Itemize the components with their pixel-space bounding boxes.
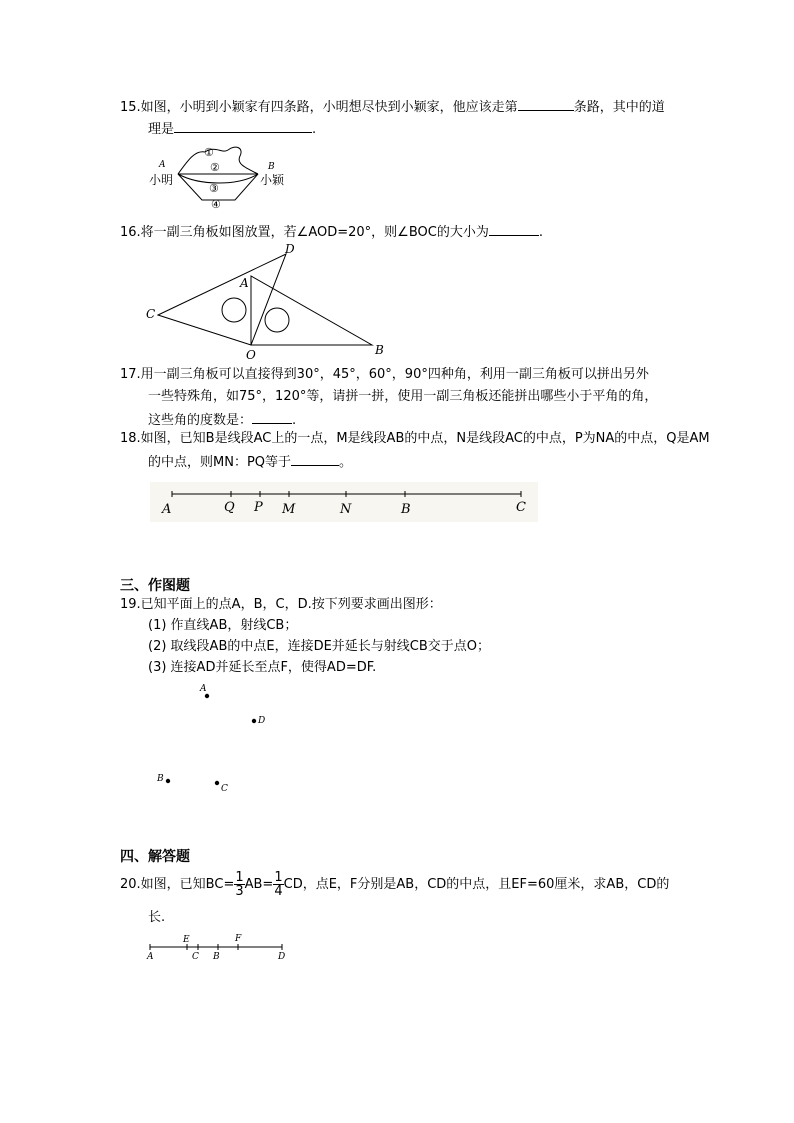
q19-label-d: D <box>258 716 266 726</box>
q15-line1 <box>120 98 665 116</box>
q15-route-4-label: ④ <box>211 198 221 211</box>
q20-fraction-2 <box>273 871 283 898</box>
q20-label-d: D <box>278 952 286 962</box>
q18-line2 <box>148 453 352 471</box>
q19-dot-a <box>205 694 209 698</box>
set-square-2-hole <box>265 308 289 332</box>
q19-label-a: A <box>200 684 207 694</box>
q19-dot-d <box>252 719 256 723</box>
q20-label-f: F <box>235 934 242 944</box>
q16-point-b: B <box>375 343 384 357</box>
q18-point-b: B <box>401 502 411 517</box>
section-4-heading: 四、解答题 <box>120 849 190 865</box>
q20-text-pre: 20.如图，已知BC= <box>120 877 235 892</box>
q18-text-a: 的中点，则MN：PQ等于 <box>148 455 292 470</box>
q19-label-b: B <box>157 774 164 784</box>
q18-point-c: C <box>516 500 526 515</box>
q15-text-b: 条路，其中的道 <box>573 100 665 115</box>
q20-label-a: A <box>147 952 154 962</box>
q15-text-a: 15.如图，小明到小颖家有四条路，小明想尽快到小颖家，他应该走第 <box>120 100 518 115</box>
q16-point-c: C <box>146 307 156 321</box>
q17-answer-blank[interactable] <box>252 411 292 424</box>
q16-text-a: 16.将一副三角板如图放置，若∠AOD=20°，则∠BOC的大小为 <box>120 225 489 240</box>
q19-step-1: (1) 作直线AB，射线CB； <box>148 618 298 633</box>
q15-answer-blank-2[interactable] <box>174 120 312 133</box>
q19-dot-b <box>166 779 170 783</box>
q15-answer-blank-1[interactable] <box>518 98 574 111</box>
q20-fraction-1 <box>234 871 244 898</box>
q16-point-d: D <box>285 242 295 256</box>
q15-route-3-label: ③ <box>209 182 219 195</box>
q19-line1: 19.已知平面上的点A，B，C，D.按下列要求画出图形： <box>120 597 442 612</box>
q19-step-3: (3) 连接AD并延长至点F，使得AD=DF. <box>148 660 377 675</box>
q18-line1: 18.如图，已知B是线段AC上的一点，M是线段AB的中点，N是线段AC的中点，P为NA的中点，Q是AM <box>120 431 710 446</box>
q15-label-xiaoying: 小颖 <box>260 173 285 187</box>
q15-text-d: . <box>312 122 317 137</box>
q20-line1 <box>120 870 669 900</box>
q20-fraction-1-denominator: 3 <box>235 884 244 899</box>
q16-triangle-figure <box>140 240 400 365</box>
q20-fraction-2-numerator: 1 <box>274 870 283 885</box>
q18-point-n: N <box>340 502 352 517</box>
q15-label-b: B <box>268 162 275 172</box>
q20-label-e: E <box>183 935 190 945</box>
q15-label-a: A <box>159 160 166 170</box>
q19-label-c: C <box>221 784 228 794</box>
set-square-1-hole <box>222 298 246 322</box>
q15-route-2-label: ② <box>210 161 220 174</box>
q17-line2: 一些特殊角，如75°，120°等，请拼一拼，使用一副三角板还能拼出哪些小于平角的角， <box>148 389 658 404</box>
q18-point-m: M <box>282 502 296 517</box>
q20-line2: 长. <box>148 910 166 925</box>
q20-text-post: CD，点E，F分别是AB，CD的中点，且EF=60厘米，求AB，CD的 <box>283 877 670 892</box>
q15-route-1-label: ① <box>204 146 214 159</box>
q20-fraction-2-denominator: 4 <box>274 884 283 899</box>
q17-text-b: . <box>292 413 297 428</box>
q18-segment-figure <box>150 482 538 522</box>
q18-text-b: 。 <box>339 455 353 470</box>
q20-fraction-1-numerator: 1 <box>235 870 244 885</box>
q15-route-figure <box>140 140 300 215</box>
q18-point-p: P <box>254 500 263 515</box>
q17-line3 <box>148 411 296 429</box>
q20-label-b: B <box>213 952 220 962</box>
section-3-heading: 三、作图题 <box>120 578 190 594</box>
q18-point-a: A <box>162 502 172 517</box>
q16-line1 <box>120 223 543 241</box>
set-square-1 <box>158 254 286 345</box>
q17-line1: 17.用一副三角板可以直接得到30°，45°，60°，90°四种角，利用一副三角板可以拼出另外 <box>120 367 649 382</box>
q20-label-c: C <box>192 952 199 962</box>
q19-dot-c <box>215 781 219 785</box>
q16-point-o: O <box>246 348 256 362</box>
q16-point-a: A <box>240 276 249 290</box>
q15-label-xiaoming: 小明 <box>149 173 174 187</box>
q20-text-mid: AB= <box>244 877 274 892</box>
q18-answer-blank[interactable] <box>291 453 339 466</box>
q16-text-b: . <box>538 225 543 240</box>
q18-point-q: Q <box>224 500 235 515</box>
q20-segment-figure <box>145 932 295 964</box>
q17-text-a: 这些角的度数是： <box>148 413 253 428</box>
q16-answer-blank[interactable] <box>489 223 539 236</box>
q19-points-figure <box>150 680 280 795</box>
q15-text-c: 理是 <box>148 122 175 137</box>
q15-line2 <box>148 120 316 138</box>
q19-step-2: (2) 取线段AB的中点E，连接DE并延长与射线CB交于点O； <box>148 639 491 654</box>
